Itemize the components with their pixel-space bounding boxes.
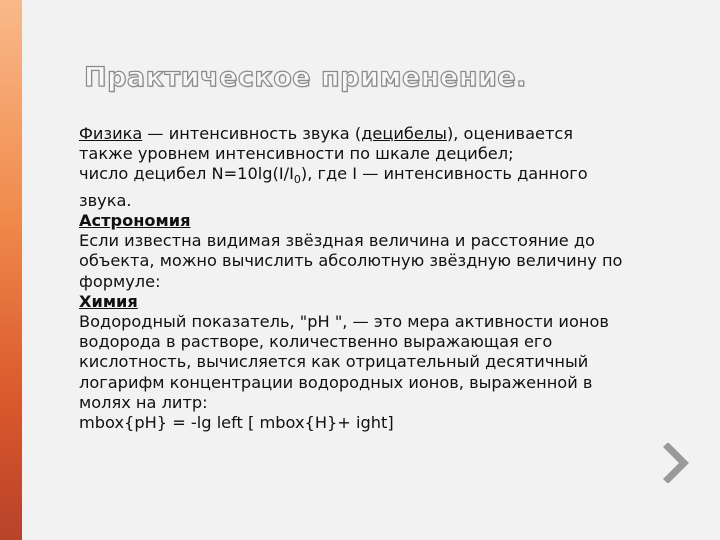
physics-formula-end: ), где I — интенсивность данного xyxy=(300,164,588,184)
physics-formula-start: число децибел N=10lg(I/I xyxy=(79,164,294,184)
physics-paragraph xyxy=(79,124,639,211)
chemistry-formula: mbox{pH} = -lg left [ mbox{H}+ ight] xyxy=(79,413,394,433)
physics-line4: звука. xyxy=(79,190,132,210)
slide-content xyxy=(79,124,639,433)
astronomy-heading: Астрономия xyxy=(79,211,191,231)
decorative-side-bar xyxy=(0,0,22,540)
chevron-right-icon[interactable] xyxy=(660,443,692,483)
astronomy-text: Если известна видимая звёздная величина и расстояние до объекта, можно вычислить абсолютную звёздную величину по формуле: xyxy=(79,231,623,291)
physics-line2: также уровнем интенсивности по шкале децибел; xyxy=(79,144,514,164)
physics-dash-text: — интенсивность звука ( xyxy=(142,124,362,143)
physics-line1-end: ), оценивается xyxy=(446,124,574,143)
physics-heading: Физика xyxy=(79,124,143,143)
slide-title: Практическое применение. xyxy=(84,62,527,93)
formula-subscript: 0 xyxy=(293,173,301,187)
chemistry-text: Водородный показатель, "pH ", — это мера активности ионов водорода в растворе, количественно выражающая его кислотность, вычисляется как отрицательный десятичный логарифм концентрации водородных ионов, выраженной в молях на литр: xyxy=(79,312,609,412)
chemistry-heading: Химия xyxy=(79,291,138,311)
decibels-link[interactable]: децибелы xyxy=(361,124,447,143)
